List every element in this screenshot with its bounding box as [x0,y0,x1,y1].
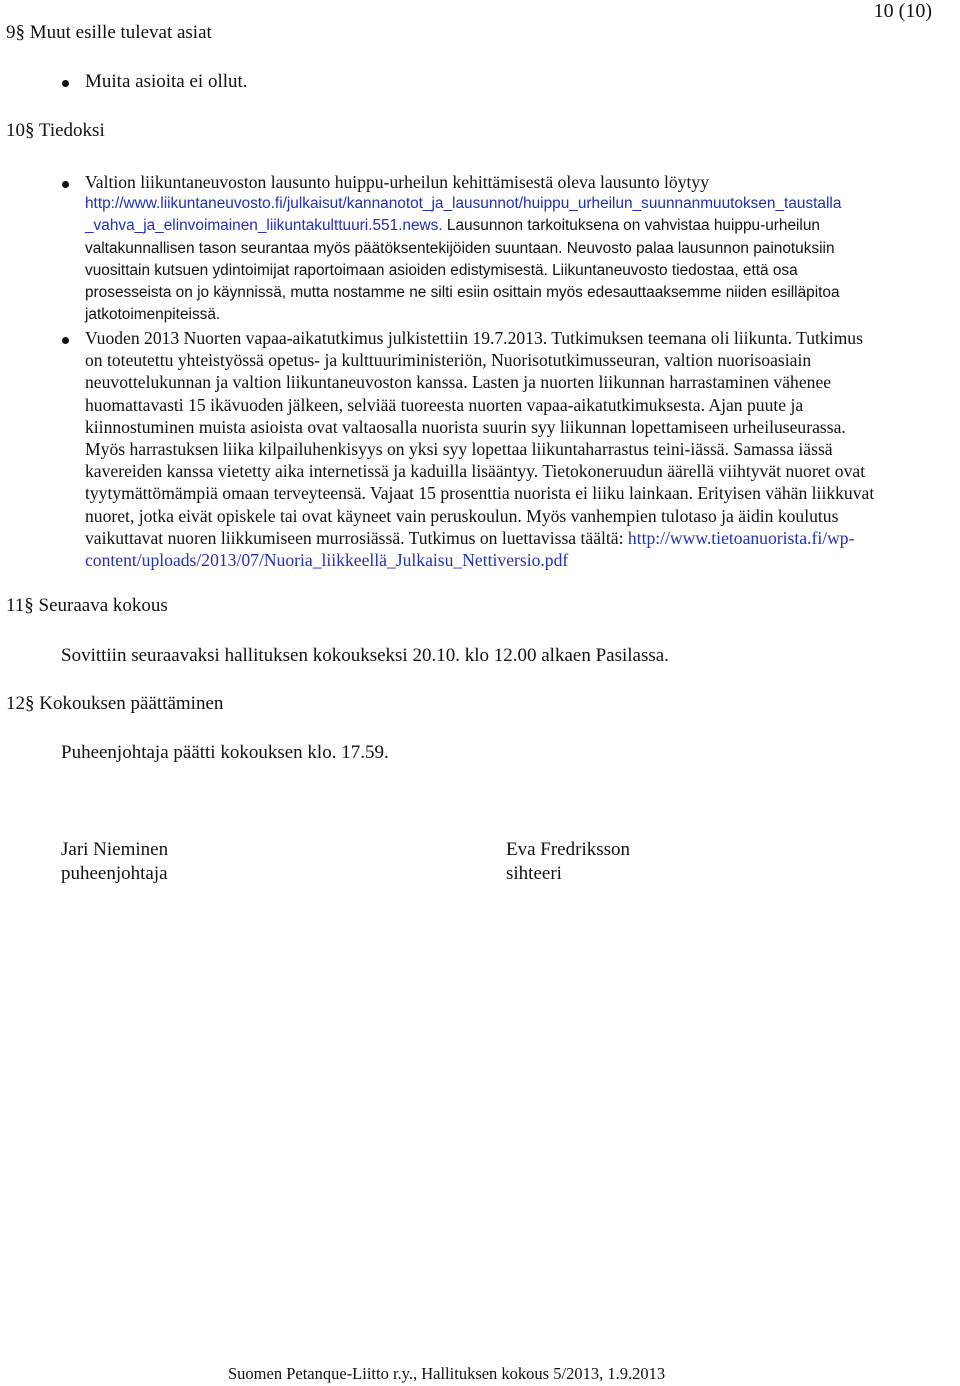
signature-role-chair: puheenjohtaja [61,863,168,884]
liikuntaneuvosto-link-part2[interactable]: _vahva_ja_elinvoimainen_liikuntakulttuuri.551.news. [85,217,443,234]
section-10-item1-line5: vuosittain kutsuen ydintoimijat raportoimaan asioiden edistymisestä. Liikuntaneuvosto tiedostaa, että osa [85,262,798,279]
section-12-heading: 12§ Kokouksen päättäminen [6,693,224,714]
section-10-item2-line8: tyytymättömämpiä omaan terveyteensä. Vajaat 15 prosenttia nuorista ei liiku lainkaan. Erityisen vähän liikkuvat [85,483,875,503]
tietoanuorista-link-part1[interactable]: http://www.tietoanuorista.fi/wp- [627,528,855,548]
liikuntaneuvosto-link-part1[interactable]: http://www.liikuntaneuvosto.fi/julkaisut/kannanotot_ja_lausunnot/huippu_urheilun_suunnanmuutoksen_taustalla [85,195,842,212]
section-10-item2-line10 [85,528,854,549]
signature-name-chair: Jari Nieminen [61,839,169,860]
section-10-item1-line4: valtakunnallisen tason seurantaa myös päätöksentekijöiden suuntaan. Neuvosto palaa lausunnon painotuksiin [85,240,835,257]
section-11-heading: 11§ Seuraava kokous [6,595,168,616]
section-10-item2-line3: neuvottelukunnan ja valtion liikuntaneuvoston kanssa. Lasten ja nuorten liikunnan harrastaminen vähenee [85,372,832,392]
section-10-item2-line4: huomattavasti 15 ikävuoden jälkeen, selviää tuoreesta nuorten vapaa-aikatutkimuksesta. Ajan puute ja [85,395,804,415]
section-10-item2-line10-text: vaikuttavat nuoren liikkumiseen murrosiässä. Tutkimus on luettavissa täältä: [85,528,628,548]
signature-name-secretary: Eva Fredriksson [506,839,631,860]
section-10-item2-line1: Vuoden 2013 Nuorten vapaa-aikatutkimus julkistettiin 19.7.2013. Tutkimuksen teemana oli liikunta. Tutkimus [85,328,863,348]
section-10-item1-line3-text: Lausunnon tarkoituksena on vahvistaa huippu-urheilun [442,217,820,234]
bullet-icon [62,337,69,344]
section-10-item2-line6: Myös harrastuksen liika kilpailuhenkisyys on yksi syy lopettaa liikuntaharrastus teini-iässä. Samassa iässä [85,439,833,459]
section-10-item2-line2: on toteutettu yhteistyössä opetus- ja kulttuuriministeriön, Nuorisotutkimusseuran, valtion nuorisoasiain [85,350,812,370]
section-10-item1-line7: jatkotoimenpiteissä. [85,306,221,323]
section-10-item1-line1: Valtion liikuntaneuvoston lausunto huippu-urheilun kehittämisestä oleva lausunto löytyy [85,172,710,192]
section-10-item1-line6: prosesseista on jo käynnissä, mutta nostamme ne silti esiin osittain myös edesauttaaksemme niiden esilläpitoa [85,284,840,301]
section-9-heading: 9§ Muut esille tulevat asiat [6,22,212,43]
bullet-icon [62,80,69,87]
section-11-text: Sovittiin seuraavaksi hallituksen kokoukseksi 20.10. klo 12.00 alkaen Pasilassa. [61,645,669,666]
bullet-icon [62,181,69,188]
section-10-item2-line5: kiinnostuminen muista asioista ovat valtaosalla nuorista suurin syy liikunnan lopettamiseen urheiluseurassa. [85,417,846,437]
page-footer: Suomen Petanque-Liitto r.y., Hallituksen kokous 5/2013, 1.9.2013 [228,1364,666,1383]
section-10-item2-line7: kavereiden kanssa vietetty aika internetissä ja kaduilla lisääntyy. Tietokoneruudun äärellä viihtyvät nuoret ovat [85,461,866,481]
section-9-item: Muita asioita ei ollut. [85,71,248,92]
signature-role-secretary: sihteeri [506,863,562,884]
section-10-heading: 10§ Tiedoksi [6,120,105,141]
section-12-text: Puheenjohtaja päätti kokouksen klo. 17.59. [61,742,389,763]
section-10-item2-line9: nuoret, jotka eivät opiskele tai ovat käyneet vain peruskoulun. Myös vanhempien tulotaso ja äidin koulutus [85,506,839,526]
section-10-item1-line3 [85,217,820,235]
page-number: 10 (10) [873,0,932,22]
tietoanuorista-link-part2[interactable]: content/uploads/2013/07/Nuoria_liikkeellä_Julkaisu_Nettiversio.pdf [85,550,569,570]
